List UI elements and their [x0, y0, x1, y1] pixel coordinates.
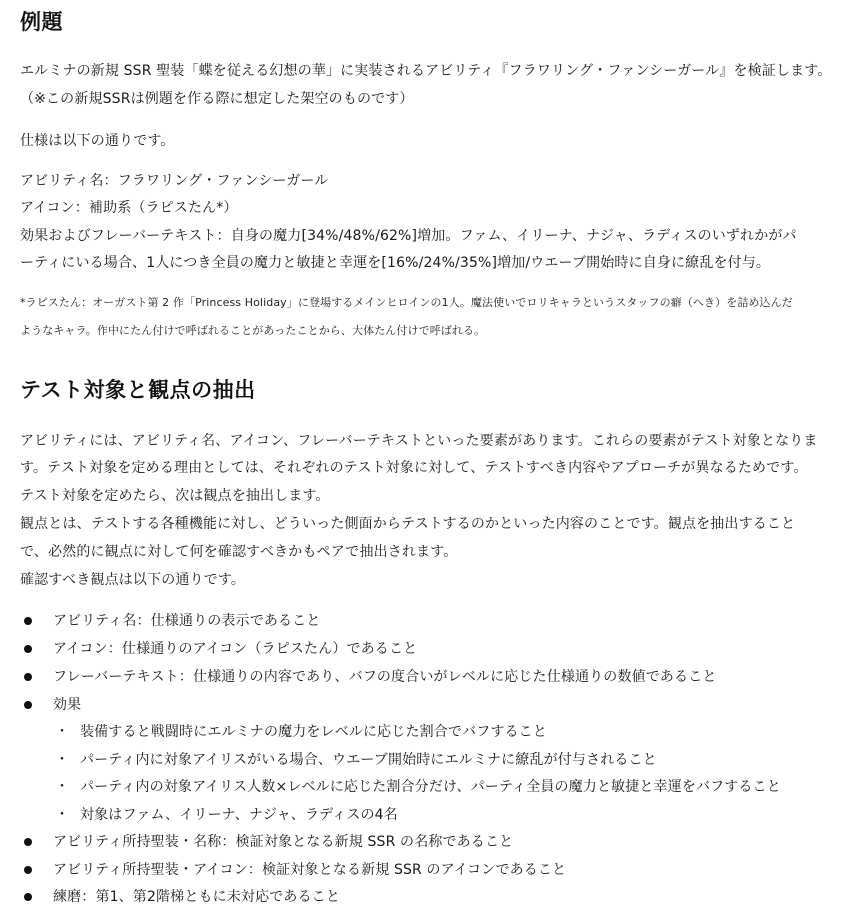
list-item: アイコン：仕様通りのアイコン（ラピスたん）であること	[53, 641, 418, 657]
sub-list-item: パーティ内に対象アイリスがいる場合、ウエーブ開始時にエルミナに繚乱が付与されること	[80, 752, 657, 768]
test-para-line-4: 観点とは、テストする各種機能に対し、どういった側面からテストするのかといった内容のことです。観点を抽出すること	[20, 516, 796, 532]
footnote-line-1: *ラピスたん：オーガスト第 2 作「Princess Holiday」に登場するメインヒロインの1人。魔法使いでロリキャラというスタッフの癖（へき）を詰め込んだ	[20, 296, 793, 309]
spec-effect-line-2: ーティにいる場合、1人につき全員の魔力と敏捷と幸運を[16%/24%/35%]増加/ウエーブ開始時に自身に繚乱を付与。	[20, 255, 771, 271]
example-heading: 例題	[20, 10, 63, 34]
sub-bullet-marker: ・	[55, 752, 69, 768]
sub-list-item: 装備すると戦闘時にエルミナの魔力をレベルに応じた割合でバフすること	[80, 724, 547, 740]
list-item: アビリティ名：仕様通りの表示であること	[53, 613, 321, 629]
intro-line-2: （※この新規SSRは例題を作る際に想定した架空のものです）	[20, 91, 414, 107]
footnote-line-2: ようなキャラ。作中にたん付けで呼ばれることがあったことから、大体たん付けで呼ばれる。	[20, 324, 486, 337]
bullet-marker	[24, 673, 32, 681]
test-para-line-2: す。テスト対象を定める理由としては、それぞれのテスト対象に対して、テストすべき内容やアプローチが異なるためです。	[20, 460, 808, 476]
sub-bullet-marker: ・	[55, 807, 69, 823]
sub-bullet-marker: ・	[55, 779, 69, 795]
bullet-marker	[24, 838, 32, 846]
test-para-line-6: 確認すべき観点は以下の通りです。	[20, 572, 245, 588]
sub-bullet-marker: ・	[55, 724, 69, 740]
test-para-line-3: テスト対象を定めたら、次は観点を抽出します。	[20, 488, 330, 504]
list-item: フレーバーテキスト：仕様通りの内容であり、バフの度合いがレベルに応じた仕様通りの数値であること	[53, 669, 717, 685]
spec-ability-name: アビリティ名：フラワリング・ファンシーガール	[20, 173, 329, 189]
spec-effect-line-1: 効果およびフレーバーテキスト：自身の魔力[34%/48%/62%]増加。ファム、イリーナ、ナジャ、ラディスのいずれかがパ	[20, 228, 797, 244]
list-item: アビリティ所持聖装・名称：検証対象となる新規 SSR の名称であること	[53, 834, 514, 850]
test-para-line-5: で、必然的に観点に対して何を確認すべきかもペアで抽出されます。	[20, 544, 458, 560]
test-para-line-1: アビリティには、アビリティ名、アイコン、フレーバーテキストといった要素があります。これらの要素がテスト対象となりま	[20, 433, 818, 449]
test-section-heading: テスト対象と観点の抽出	[20, 378, 256, 402]
list-item: アビリティ所持聖装・アイコン：検証対象となる新規 SSR のアイコンであること	[53, 862, 567, 878]
bullet-marker	[24, 893, 32, 901]
list-item: 練磨：第1、第2階梯ともに未対応であること	[53, 889, 340, 905]
intro-line-1: エルミナの新規 SSR 聖装「蝶を従える幻想の華」に実装されるアビリティ『フラワリング・ファンシーガール』を検証します。	[20, 63, 832, 79]
sub-list-item: 対象はファム、イリーナ、ナジャ、ラディスの4名	[80, 807, 398, 823]
sub-list-item: パーティ内の対象アイリス人数×レベルに応じた割合分だけ、パーティ全員の魔力と敏捷と幸運をバフすること	[80, 779, 781, 795]
bullet-marker	[24, 645, 32, 653]
spec-icon: アイコン：補助系（ラピスたん*）	[20, 200, 238, 216]
bullet-marker	[24, 866, 32, 874]
bullet-marker	[24, 617, 32, 625]
spec-intro: 仕様は以下の通りです。	[20, 133, 175, 149]
list-item: 効果	[53, 697, 82, 713]
bullet-marker	[24, 701, 32, 709]
